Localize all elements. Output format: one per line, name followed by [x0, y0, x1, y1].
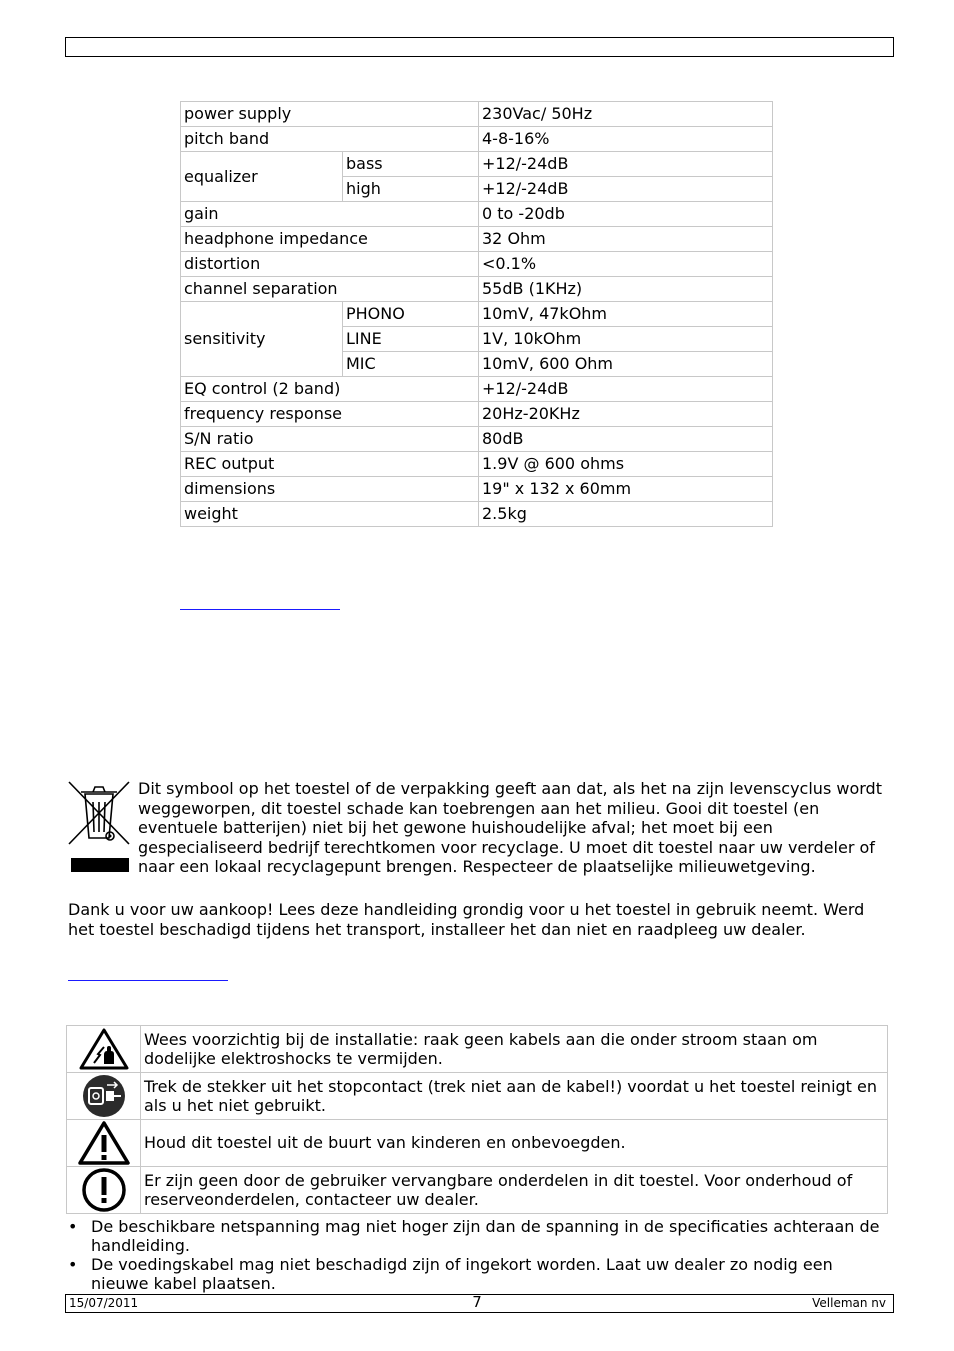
- spec-label: weight: [181, 502, 479, 527]
- spec-sublabel: LINE: [343, 327, 479, 352]
- table-row: [67, 1026, 888, 1073]
- spec-label: headphone impedance: [181, 227, 479, 252]
- table-row: [181, 402, 773, 427]
- spec-label: REC output: [181, 452, 479, 477]
- page-header-box: [65, 37, 894, 57]
- table-row: [181, 127, 773, 152]
- spec-value: 230Vac/ 50Hz: [479, 102, 773, 127]
- unplug-icon: [67, 1073, 141, 1120]
- spec-label: frequency response: [181, 402, 479, 427]
- table-row: [67, 1120, 888, 1167]
- spec-value: 10mV, 600 Ohm: [479, 352, 773, 377]
- spec-value: 80dB: [479, 427, 773, 452]
- table-row: [181, 502, 773, 527]
- warning-triangle-icon: [67, 1120, 141, 1167]
- spec-value: 1.9V @ 600 ohms: [479, 452, 773, 477]
- hyperlink-underline[interactable]: [68, 980, 228, 981]
- spec-label: S/N ratio: [181, 427, 479, 452]
- thanks-paragraph: Dank u voor uw aankoop! Lees deze handleiding grondig voor u het toestel in gebruik neemt. Werd het toestel beschadigd tijdens het transport, installeer het dan niet en raadpleeg uw dealer.: [68, 900, 865, 939]
- spec-sublabel: PHONO: [343, 302, 479, 327]
- spec-label: power supply: [181, 102, 479, 127]
- spec-label: pitch band: [181, 127, 479, 152]
- spec-label: channel separation: [181, 277, 479, 302]
- safety-text: Er zijn geen door de gebruiker vervangbare onderdelen in dit toestel. Voor onderhoud of reserveonderdelen, contacteer uw dealer.: [141, 1167, 888, 1214]
- spec-label: dimensions: [181, 477, 479, 502]
- spec-value: 19" x 132 x 60mm: [479, 477, 773, 502]
- hyperlink-underline[interactable]: [180, 609, 340, 610]
- weee-bin-icon: [67, 780, 131, 874]
- table-row: [181, 102, 773, 127]
- spec-value: 32 Ohm: [479, 227, 773, 252]
- spec-value: +12/-24dB: [479, 377, 773, 402]
- table-row: [181, 452, 773, 477]
- spec-value: +12/-24dB: [479, 177, 773, 202]
- table-row: [67, 1073, 888, 1120]
- spec-value: +12/-24dB: [479, 152, 773, 177]
- table-row: [181, 302, 773, 327]
- electric-shock-icon: [67, 1026, 141, 1073]
- spec-value: 4-8-16%: [479, 127, 773, 152]
- specifications-table: [180, 101, 773, 527]
- table-row: [181, 227, 773, 252]
- table-row: [181, 427, 773, 452]
- safety-text: Wees voorzichtig bij de installatie: raak geen kabels aan die onder stroom staan om dodelijke elektroshocks te vermijden.: [141, 1026, 888, 1073]
- table-row: [181, 277, 773, 302]
- table-row: [181, 477, 773, 502]
- table-row: [67, 1167, 888, 1214]
- spec-value: <0.1%: [479, 252, 773, 277]
- spec-value: 1V, 10kOhm: [479, 327, 773, 352]
- weee-paragraph: Dit symbool op het toestel of de verpakking geeft aan dat, als het na zijn levenscyclus wordt weggeworpen, dit toestel schade kan toebrengen aan het milieu. Gooi dit toestel (en eventuele batterijen) niet bij het gewone huishoudelijke afval; het moet bij een gespecialiseerd bedrijf terechtkomen voor recyclage. U moet dit toestel naar uw verdeler of naar een lokaal recyclagepunt brengen. Respecteer de plaatselijke milieuwetgeving.: [138, 779, 882, 876]
- safety-text: Houd dit toestel uit de buurt van kinderen en onbevoegden.: [141, 1120, 888, 1167]
- list-item: • De beschikbare netspanning mag niet hoger zijn dan de spanning in de specificaties achteraan de handleiding.: [66, 1217, 892, 1255]
- safety-bullet-list: [66, 1217, 892, 1293]
- spec-sublabel: bass: [343, 152, 479, 177]
- spec-sublabel: high: [343, 177, 479, 202]
- exclamation-circle-icon: [67, 1167, 141, 1214]
- spec-value: 55dB (1KHz): [479, 277, 773, 302]
- page-number: 7: [472, 1293, 482, 1311]
- spec-value: 0 to -20db: [479, 202, 773, 227]
- spec-label: gain: [181, 202, 479, 227]
- spec-value: 20Hz-20KHz: [479, 402, 773, 427]
- spec-value: 10mV, 47kOhm: [479, 302, 773, 327]
- safety-text: Trek de stekker uit het stopcontact (trek niet aan de kabel!) voordat u het toestel reinigt en als u het niet gebruikt.: [141, 1073, 888, 1120]
- table-row: [181, 152, 773, 177]
- footer-date: 15/07/2011: [69, 1296, 139, 1310]
- spec-value: 2.5kg: [479, 502, 773, 527]
- spec-label: distortion: [181, 252, 479, 277]
- list-item: • De voedingskabel mag niet beschadigd zijn of ingekort worden. Laat uw dealer zo nodig een nieuwe kabel plaatsen.: [66, 1255, 892, 1293]
- spec-group-label: sensitivity: [181, 302, 343, 377]
- table-row: [181, 252, 773, 277]
- table-row: [181, 202, 773, 227]
- table-row: [181, 377, 773, 402]
- footer-company: Velleman nv: [812, 1296, 886, 1310]
- safety-table: [66, 1025, 888, 1214]
- spec-label: EQ control (2 band): [181, 377, 479, 402]
- spec-sublabel: MIC: [343, 352, 479, 377]
- spec-group-label: equalizer: [181, 152, 343, 202]
